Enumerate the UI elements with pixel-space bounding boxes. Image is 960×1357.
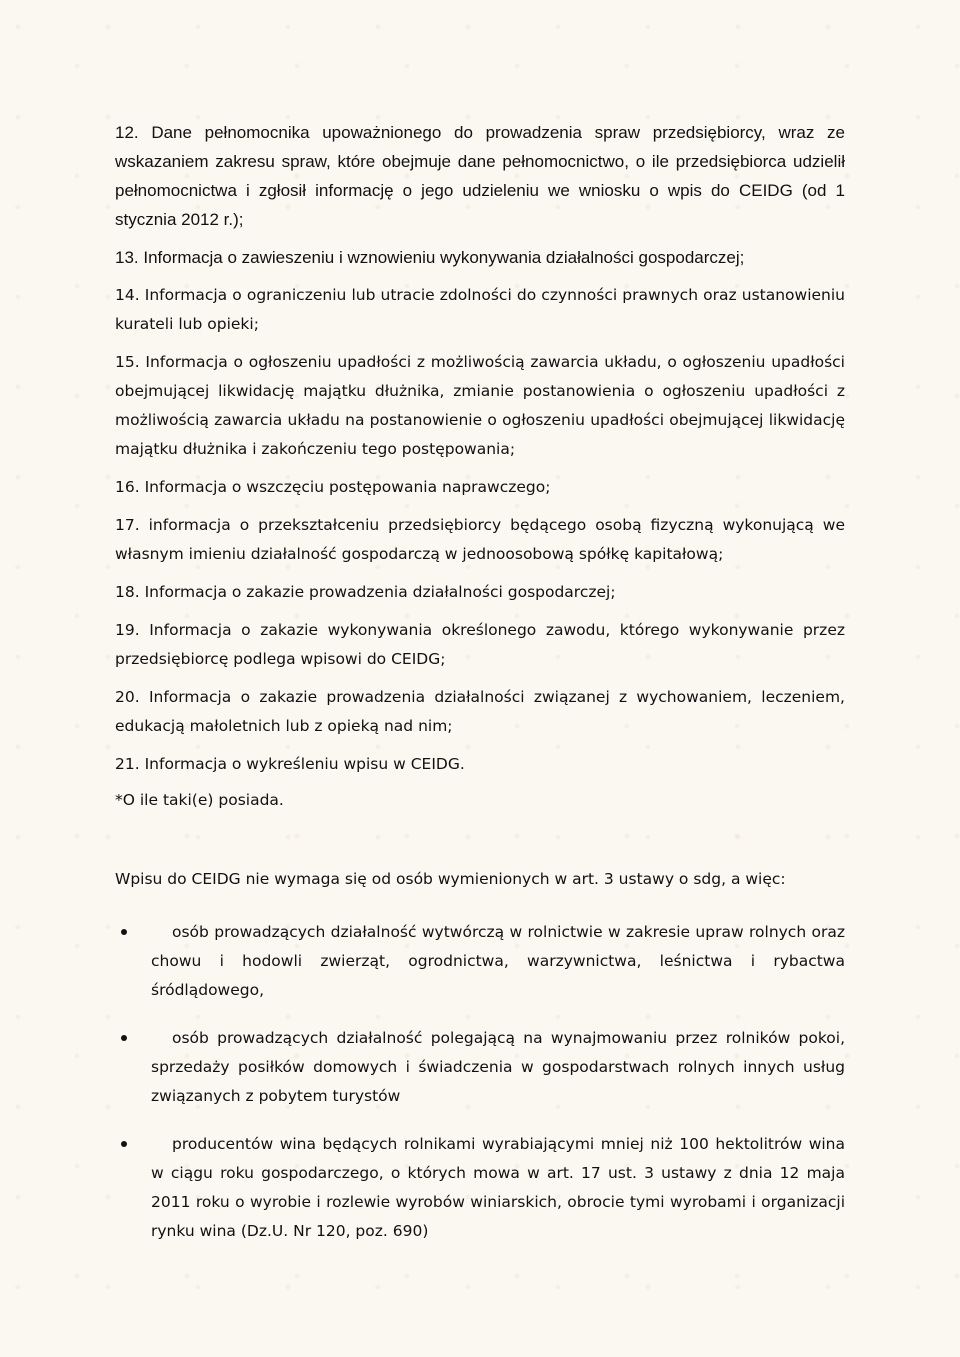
bullet-text: osób prowadzących działalność wytwórczą w rolnictwie w zakresie upraw rolnych oraz chowu i hodowli zwierząt, ogrodnictwa, warzywnictwa, leśnictwa i rybactwa śródlądowego, — [151, 923, 845, 999]
list-item-16 — [115, 473, 845, 502]
list-item — [115, 1024, 845, 1111]
list-item-19 — [115, 616, 845, 674]
item-text: Informacja o zakazie prowadzenia działalności gospodarczej; — [144, 583, 616, 601]
bullet-icon — [121, 929, 127, 935]
bullet-icon — [121, 1141, 127, 1147]
list-item-14 — [115, 281, 845, 339]
item-text: Informacja o zakazie wykonywania określonego zawodu, którego wykonywanie przez przedsiębiorcę podlega wpisowi do CEIDG; — [115, 621, 845, 668]
intro-paragraph: Wpisu do CEIDG nie wymaga się od osób wymienionych w art. 3 ustawy o sdg, a więc: — [115, 870, 786, 888]
item-number: 18. — [115, 583, 140, 601]
list-item-15 — [115, 348, 845, 464]
list-item-13 — [115, 243, 845, 272]
item-text: Informacja o wykreśleniu wpisu w CEIDG. — [144, 755, 465, 773]
item-number: 17. — [115, 516, 140, 534]
item-number: 13. — [115, 248, 139, 267]
item-text: informacja o przekształceniu przedsiębiorcy będącego osobą fizyczną wykonującą we własnym imieniu działalność gospodarczą w jednoosobową spółkę kapitałową; — [115, 516, 845, 563]
item-number: 21. — [115, 755, 140, 773]
list-item-21 — [115, 750, 845, 779]
bullet-icon — [121, 1035, 127, 1041]
item-number: 19. — [115, 621, 140, 639]
item-text: Informacja o zawieszeniu i wznowieniu wykonywania działalności gospodarczej; — [143, 248, 745, 267]
list-item-12 — [115, 118, 845, 234]
list-item — [115, 1130, 845, 1246]
item-number: 15. — [115, 353, 140, 371]
item-number: 16. — [115, 478, 140, 496]
list-item-18 — [115, 578, 845, 607]
item-number: 12. — [115, 123, 139, 142]
footnote: *O ile taki(e) posiada. — [115, 791, 284, 809]
item-text: Dane pełnomocnika upoważnionego do prowadzenia spraw przedsiębiorcy, wraz ze wskazaniem zakresu spraw, które obejmuje dane pełnomocnictwo, o ile przedsiębiorca udzielił pełnomocnictwa i zgłosił informację o jego udzieleniu we wniosku o wpis do CEIDG (od 1 stycznia 2012 r.); — [115, 123, 845, 229]
bullet-list — [115, 918, 845, 1246]
list-item-20 — [115, 683, 845, 741]
document-body — [115, 118, 845, 1265]
bullet-text: producentów wina będących rolnikami wyrabiającymi mniej niż 100 hektolitrów wina w ciągu roku gospodarczego, o których mowa w art. 17 ust. 3 ustawy z dnia 12 maja 2011 roku o wyrobie i rozlewie wyrobów winiarskich, obrocie tymi wyrobami i organizacji rynku wina (Dz.U. Nr 120, poz. 690) — [151, 1135, 845, 1240]
item-text: Informacja o ogłoszeniu upadłości z możliwością zawarcia układu, o ogłoszeniu upadłości obejmującej likwidację majątku dłużnika, zmianie postanowienia o ogłoszeniu upadłości z możliwością zawarcia układu na postanowienie o ogłoszeniu upadłości obejmującej likwidację majątku dłużnika i zakończeniu tego postępowania; — [115, 353, 845, 458]
item-text: Informacja o ograniczeniu lub utracie zdolności do czynności prawnych oraz ustanowieniu kurateli lub opieki; — [115, 286, 845, 333]
list-item-17 — [115, 511, 845, 569]
item-number: 20. — [115, 688, 140, 706]
item-text: Informacja o zakazie prowadzenia działalności związanej z wychowaniem, leczeniem, edukacją małoletnich lub z opieką nad nim; — [115, 688, 845, 735]
item-text: Informacja o wszczęciu postępowania naprawczego; — [144, 478, 551, 496]
bullet-text: osób prowadzących działalność polegającą na wynajmowaniu przez rolników pokoi, sprzedaży posiłków domowych i świadczenia w gospodarstwach rolnych innych usług związanych z pobytem turystów — [151, 1029, 845, 1105]
list-item — [115, 918, 845, 1005]
item-number: 14. — [115, 286, 140, 304]
